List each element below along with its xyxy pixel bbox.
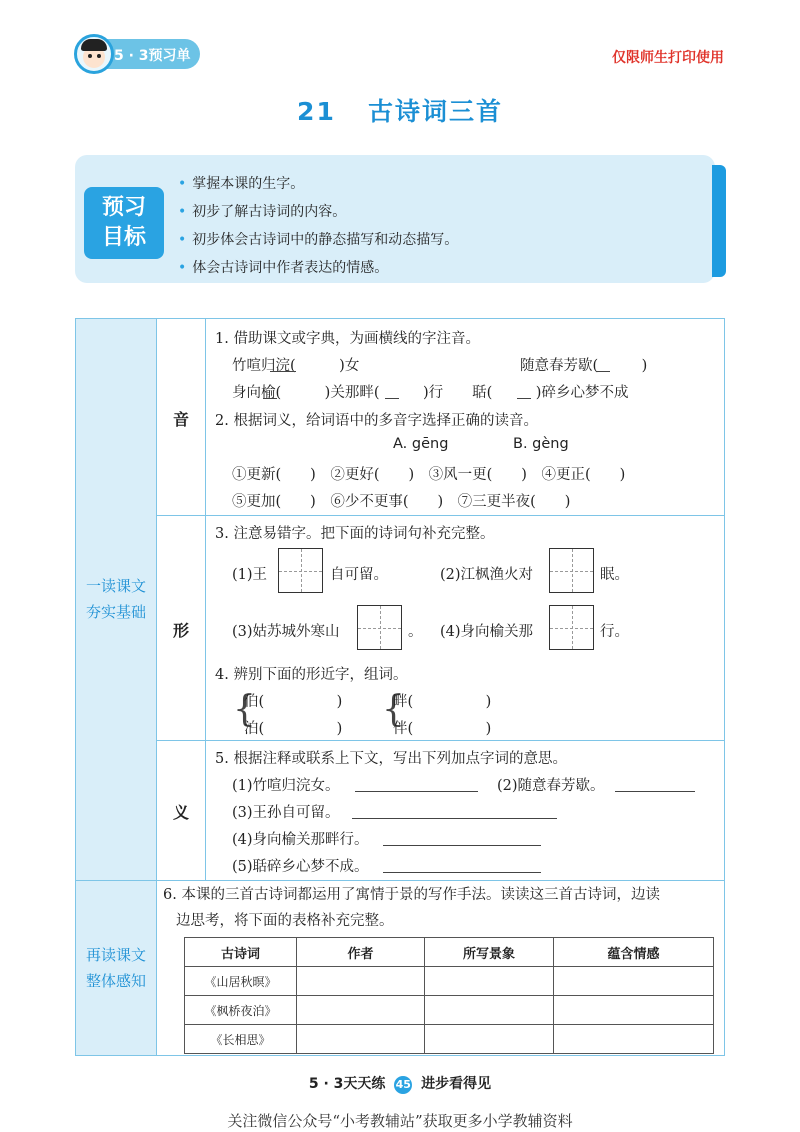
goals-badge [84, 187, 164, 259]
q2-option-b: B. gèng [513, 436, 569, 452]
q5-1: (1)竹喧归浣女。 [232, 778, 340, 794]
q3-2-after: 眠。 [600, 567, 629, 583]
q5-4: (4)身向榆关那畔行。 [232, 832, 369, 848]
q3-4-before: (4)身向榆关那 [440, 624, 534, 640]
section2-label [75, 942, 157, 994]
answer-cell[interactable] [297, 996, 425, 1025]
q1-row1a: 竹喧归浣( )女 [232, 358, 360, 374]
q6-header-scene: 所写景象 [425, 938, 554, 967]
print-notice: 仅限师生打印使用 [612, 50, 724, 66]
section2-label-line1: 再读课文 [85, 946, 146, 964]
footer-left: 5 · 3天天练 [308, 1076, 386, 1092]
answer-cell[interactable] [297, 1025, 425, 1054]
answer-line-q5-1[interactable] [355, 791, 478, 792]
q6-header-poem: 古诗词 [185, 938, 297, 967]
answer-cell[interactable] [297, 967, 425, 996]
section2-label-line2: 整体感知 [85, 972, 146, 990]
q6-table-header [185, 938, 714, 967]
brace-left-1: { [233, 689, 256, 730]
answer-line-q5-2[interactable] [615, 791, 695, 792]
q2-row1: ①更新( ) ②更好( ) ③风一更( ) ④更正( ) [232, 467, 626, 483]
q4-b2: 伴( ) [393, 721, 492, 737]
footer-right: 进步看得见 [421, 1076, 492, 1092]
q5-3: (3)王孙自可留。 [232, 805, 340, 821]
underline-yu [263, 398, 277, 399]
q1-row2: 身向榆( )关那畔( )行 聒( )碎乡心梦不成 [232, 385, 629, 401]
q6-header-emotion: 蕴含情感 [554, 938, 714, 967]
goal-item: • 体会古诗词中作者表达的情感。 [178, 254, 458, 282]
answer-cell[interactable] [425, 1025, 554, 1054]
underline-huan [270, 371, 296, 372]
goal-item: • 初步体会古诗词中的静态描写和动态描写。 [178, 226, 458, 254]
q3-text: 3. 注意易错字。把下面的诗词句补充完整。 [215, 526, 495, 542]
answer-line-q5-3[interactable] [352, 818, 557, 819]
q6-row-poem: 《长相思》 [185, 1025, 297, 1054]
goal-item: • 初步了解古诗词的内容。 [178, 198, 458, 226]
cat-xing: 形 [172, 621, 189, 640]
table-row [185, 1025, 714, 1054]
answer-cell[interactable] [425, 967, 554, 996]
q5-5: (5)聒碎乡心梦不成。 [232, 859, 369, 875]
q2-text: 2. 根据词义，给词语中的多音字选择正确的读音。 [215, 413, 538, 429]
underline-pan [385, 398, 399, 399]
q5-text: 5. 根据注释或联系上下文，写出下列加点字词的意思。 [215, 751, 567, 767]
q3-3-after: 。 [408, 624, 423, 640]
page-number: 45 [394, 1076, 412, 1094]
answer-cell[interactable] [425, 996, 554, 1025]
goals-badge-line1: 预习 [101, 195, 146, 220]
q3-4-after: 行。 [600, 624, 629, 640]
mascot-avatar-icon [74, 34, 114, 74]
q6-row-poem: 《枫桥夜泊》 [185, 996, 297, 1025]
q1-text: 1. 借助课文或字典，为画横线的字注音。 [215, 331, 480, 347]
section1-label [75, 573, 157, 625]
answer-line-q5-4[interactable] [383, 845, 541, 846]
section1-label-line1: 一读课文 [85, 577, 146, 595]
series-label: 5 · 3预习单 [114, 48, 191, 64]
answer-cell[interactable] [554, 996, 714, 1025]
cat-yin: 音 [172, 410, 189, 429]
q4-a2: 泊( ) [244, 721, 343, 737]
underline-xie [596, 371, 610, 372]
answer-line-q5-5[interactable] [383, 872, 541, 873]
q6-table [184, 937, 714, 1054]
goals-list [178, 170, 458, 282]
q6-line2: 边思考，将下面的表格补充完整。 [176, 913, 394, 929]
q3-1-after: 自可留。 [330, 567, 388, 583]
q3-3-before: (3)姑苏城外寒山 [232, 624, 340, 640]
footer [0, 1073, 800, 1094]
q3-2-before: (2)江枫渔火对 [440, 567, 534, 583]
q4-a1: 伯( ) [244, 694, 343, 710]
goals-badge-line2: 目标 [101, 225, 146, 250]
q4-text: 4. 辨别下面的形近字，组词。 [215, 667, 408, 683]
tian-box-3[interactable] [357, 605, 402, 650]
q3-1-before: (1)王 [232, 567, 268, 583]
page-title: 21 古诗词三首 [297, 97, 503, 126]
q6-row-poem: 《山居秋暝》 [185, 967, 297, 996]
answer-cell[interactable] [554, 967, 714, 996]
section1-label-line2: 夯实基础 [85, 603, 146, 621]
tian-box-1[interactable] [278, 548, 323, 593]
q4-b1: 畔( ) [393, 694, 492, 710]
answer-cell[interactable] [554, 1025, 714, 1054]
q2-option-a: A. gēng [393, 436, 449, 452]
brace-left-2: { [382, 689, 405, 730]
bottom-note: 关注微信公众号“小考教辅站”获取更多小学教辅资料 [227, 1112, 573, 1130]
tian-box-2[interactable] [549, 548, 594, 593]
goals-panel-edge [712, 165, 726, 277]
q6-header-author: 作者 [297, 938, 425, 967]
goal-item: • 掌握本课的生字。 [178, 170, 458, 198]
table-row [185, 996, 714, 1025]
cat-yi: 义 [172, 803, 189, 822]
tian-box-4[interactable] [549, 605, 594, 650]
q1-row1b: 随意春芳歇( ) [520, 358, 648, 374]
underline-guo [517, 398, 531, 399]
q6-line1: 6. 本课的三首古诗词都运用了寓情于景的写作手法。读读这三首古诗词，边读 [163, 887, 660, 903]
q2-row2: ⑤更加( ) ⑥少不更事( ) ⑦三更半夜( ) [232, 494, 571, 510]
table-row [185, 967, 714, 996]
q5-2: (2)随意春芳歇。 [497, 778, 605, 794]
